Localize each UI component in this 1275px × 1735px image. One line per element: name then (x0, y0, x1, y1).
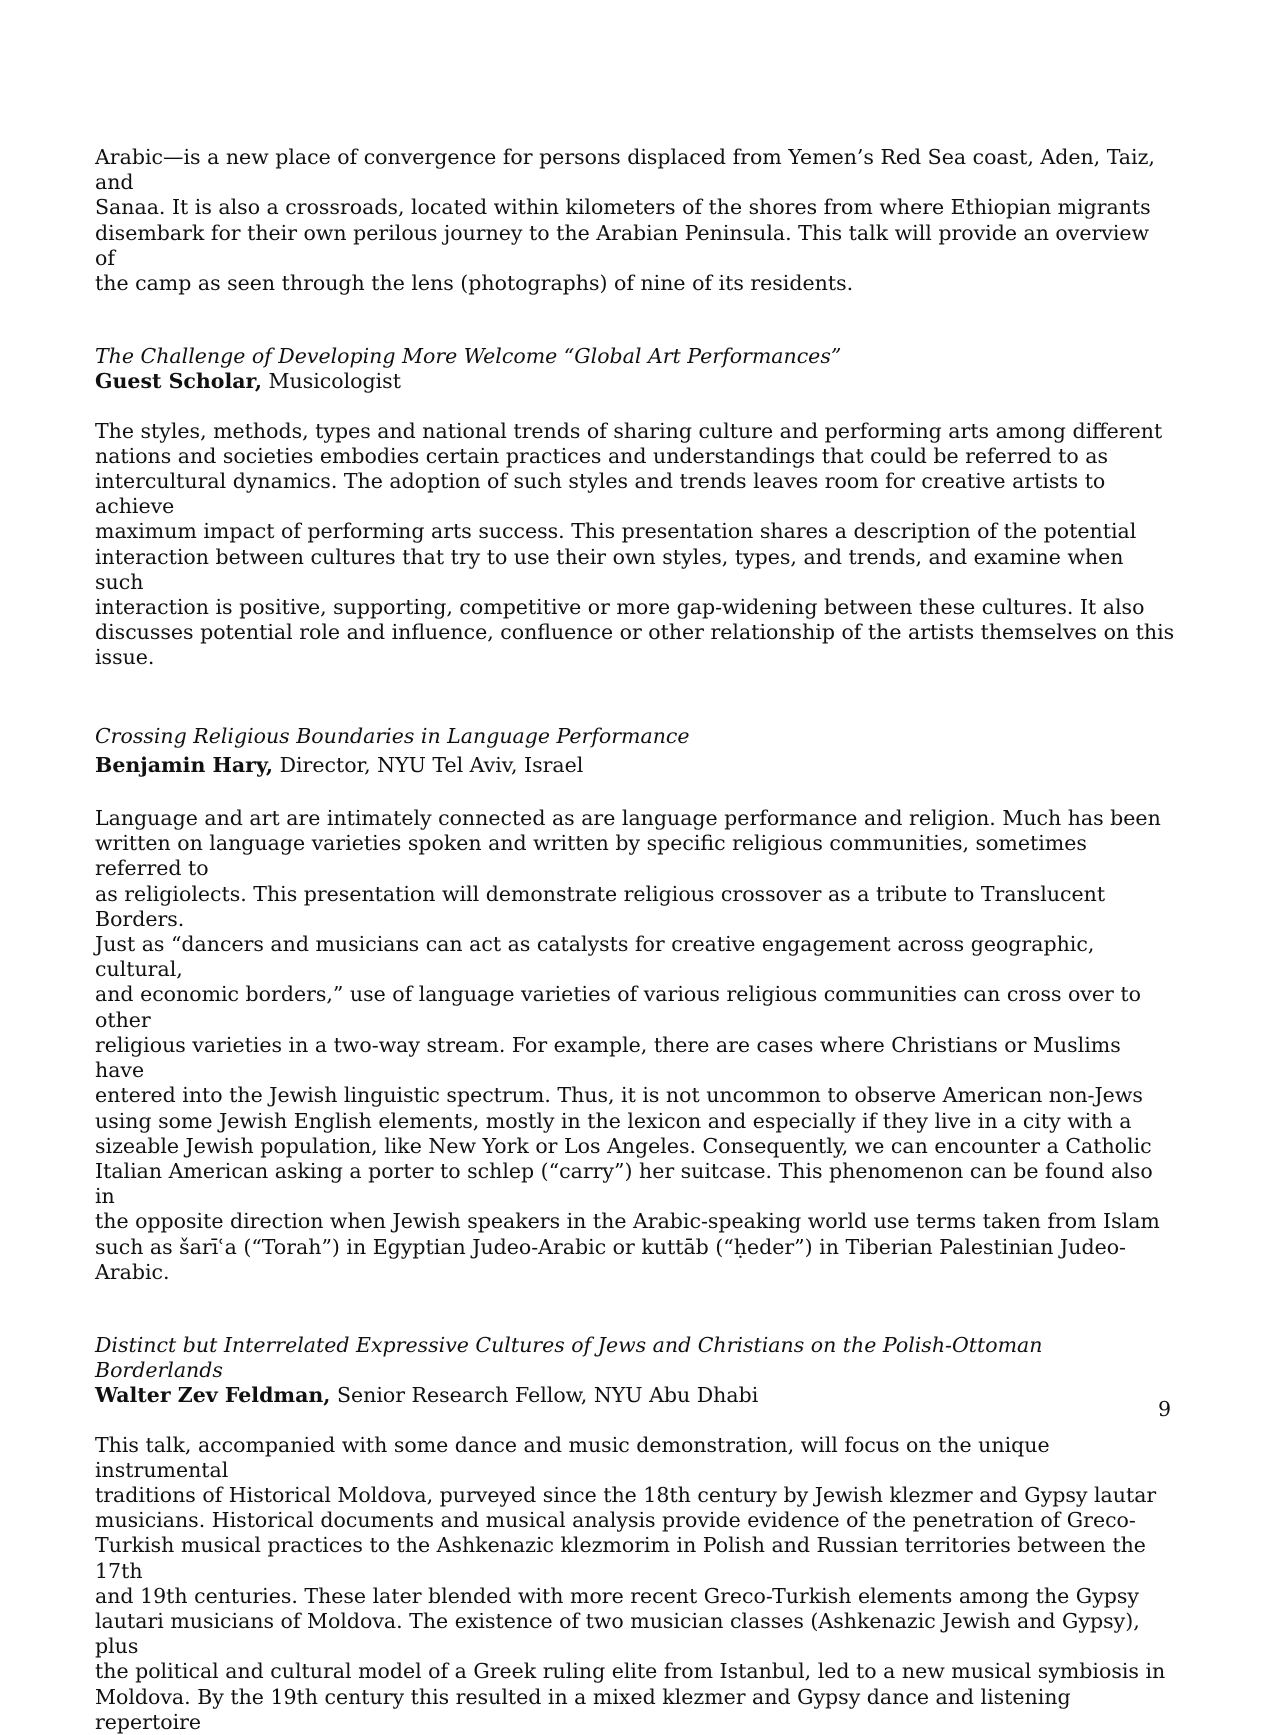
paragraph-line: entered into the Jewish linguistic spectrum. Thus, it is not uncommon to observe American non-Jews (95, 1083, 1143, 1108)
speaker-role: Senior Research Fellow, NYU Abu Dhabi (330, 1383, 759, 1408)
paragraph-line: Turkish musical practices to the Ashkenazic klezmorim in Polish and Russian territories between the 17th (95, 1533, 1146, 1583)
paragraph-line: religious varieties in a two-way stream. For example, there are cases where Christians or Muslims have (95, 1032, 1121, 1083)
talk-byline (95, 369, 1175, 394)
document-page (95, 145, 1175, 1735)
paragraph-line: nations and societies embodies certain practices and understandings that could be referred to as (95, 443, 1108, 468)
talk-title: Crossing Religious Boundaries in Language Performance (95, 723, 690, 748)
paragraph-line: lautari musicians of Moldova. The existence of two musician classes (Ashkenazic Jewish and Gypsy), plus (95, 1608, 1140, 1659)
speaker-role: Director, NYU Tel Aviv, Israel (273, 752, 584, 777)
talk-abstract (95, 1433, 1175, 1735)
paragraph-line: issue. (95, 645, 155, 670)
paragraph-line: the camp as seen through the lens (photographs) of nine of its residents. (95, 271, 854, 296)
paragraph-line: traditions of Historical Moldova, purveyed since the 18th century by Jewish klezmer and Gypsy lautar (95, 1482, 1157, 1507)
paragraph-line: sizeable Jewish population, like New York or Los Angeles. Consequently, we can encounter a Catholic (95, 1133, 1152, 1158)
paragraph-line: and 19th centuries. These later blended with more recent Greco-Turkish elements among the Gypsy (95, 1583, 1139, 1608)
talk-byline (95, 1383, 1175, 1408)
speaker-name: Benjamin Hary, (95, 752, 274, 777)
paragraph-line: The styles, methods, types and national trends of sharing culture and performing arts among different (95, 418, 1163, 443)
talk-abstract (95, 806, 1175, 1285)
paragraph-line: Moldova. By the 19th century this resulted in a mixed klezmer and Gypsy dance and listening repertoire (95, 1684, 1071, 1734)
paragraph-line: discusses potential role and influence, confluence or other relationship of the artists themselves on this (95, 620, 1175, 645)
paragraph-line: Language and art are intimately connected as are language performance and religion. Much has been (95, 806, 1161, 831)
paragraph-line: intercultural dynamics. The adoption of such styles and trends leaves room for creative artists to achieve (95, 469, 1106, 519)
talk-abstract (95, 419, 1175, 671)
paragraph-line: Just as “dancers and musicians can act as catalysts for creative engagement across geographic, cultural, (95, 932, 1095, 982)
paragraph-line: interaction is positive, supporting, competitive or more gap-widening between these cultures. It also (95, 595, 1145, 620)
paragraph-line: the opposite direction when Jewish speakers in the Arabic-speaking world use terms taken from Islam (95, 1209, 1160, 1234)
paragraph-line: interaction between cultures that try to use their own styles, types, and trends, and examine when such (95, 544, 1124, 594)
paragraph-line: such as šarīʿa (“Torah”) in Egyptian Judeo-Arabic or kuttāb (“ḥeder”) in Tiberian Palestinian Judeo- (95, 1234, 1126, 1259)
paragraph-line: Italian American asking a porter to schlep (“carry”) her suitcase. This phenomenon can be found also in (95, 1158, 1153, 1209)
paragraph-line: and economic borders,” use of language varieties of various religious communities can cross over to other (95, 982, 1141, 1032)
page-number: 9 (1157, 1397, 1171, 1421)
paragraph-line: Arabic—is a new place of convergence for persons displaced from Yemen’s Red Sea coast, Aden, Taiz, and (95, 145, 1155, 195)
speaker-name: Walter Zev Feldman, (95, 1383, 331, 1408)
talk-section-3 (95, 1333, 1175, 1735)
intro-paragraph (95, 145, 1175, 296)
talk-title: The Challenge of Developing More Welcome “Global Art Performances” (95, 344, 842, 369)
talk-section-1 (95, 344, 1175, 670)
paragraph-line: This talk, accompanied with some dance and music demonstration, will focus on the unique instrumental (95, 1432, 1050, 1482)
speaker-role: Musicologist (261, 369, 401, 394)
paragraph-line: maximum impact of performing arts success. This presentation shares a description of the potential (95, 519, 1137, 544)
talk-byline (95, 753, 1175, 778)
speaker-name: Guest Scholar, (95, 369, 262, 394)
paragraph-line: Arabic. (95, 1259, 170, 1284)
paragraph-line: Sanaa. It is also a crossroads, located within kilometers of the shores from where Ethiopian migrants (95, 195, 1151, 220)
paragraph-line: as religiolects. This presentation will demonstrate religious crossover as a tribute to Translucent Borders. (95, 881, 1106, 931)
paragraph-line: using some Jewish English elements, mostly in the lexicon and especially if they live in a city with a (95, 1108, 1132, 1133)
talk-title: Distinct but Interrelated Expressive Cultures of Jews and Christians on the Polish-Ottoman Borderlands (95, 1332, 1043, 1383)
talk-section-2 (95, 724, 1175, 1285)
paragraph-line: disembark for their own perilous journey to the Arabian Peninsula. This talk will provide an overview of (95, 220, 1150, 270)
paragraph-line: musicians. Historical documents and musical analysis provide evidence of the penetration of Greco- (95, 1508, 1136, 1533)
paragraph-line: the political and cultural model of a Greek ruling elite from Istanbul, led to a new musical symbiosis in (95, 1659, 1166, 1684)
paragraph-line: written on language varieties spoken and written by specific religious communities, sometimes referred to (95, 831, 1087, 881)
